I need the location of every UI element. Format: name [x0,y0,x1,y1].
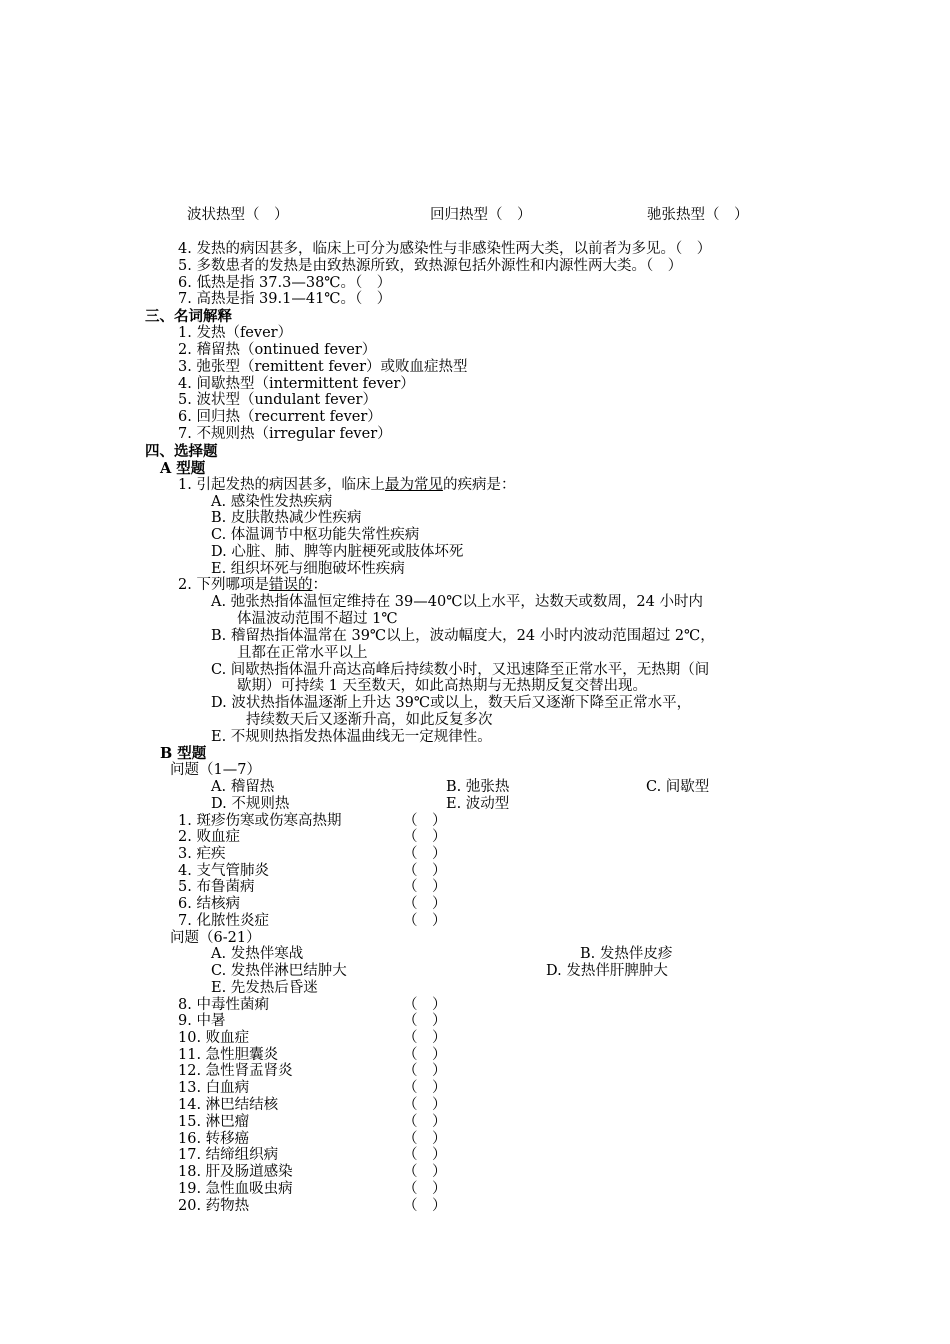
group-1-option-c: C. 间歇型 [646,779,710,795]
question-2-emphasis: 错误的 [268,577,313,593]
g2-item-19: 19. 急性血吸虫病 [178,1181,293,1197]
g2-item-15-blank: （ ） [403,1114,447,1130]
g2-item-13: 13. 白血病 [178,1080,250,1096]
g1-item-6: 6. 结核病 [178,896,240,912]
g1-item-1-blank: （ ） [403,813,447,829]
g1-item-1: 1. 斑疹伤寒或伤寒高热期 [178,813,342,829]
g1-item-5-blank: （ ） [403,879,447,895]
group-2-option-d: D. 发热伴肝脾肿大 [546,963,668,979]
q1-option-a: A. 感染性发热疾病 [211,494,333,510]
q1-option-c: C. 体温调节中枢功能失常性疾病 [211,527,420,543]
group-2-option-b: B. 发热伴皮疹 [580,946,673,962]
g2-item-9-blank: （ ） [403,1013,447,1029]
g1-item-7-blank: （ ） [403,913,447,929]
group-2-option-e: E. 先发热后昏迷 [211,980,318,996]
g2-item-20-blank: （ ） [403,1198,447,1214]
q2-option-c-cont: 歇期）可持续 1 天至数天，如此高热期与无热期反复交替出现。 [237,678,647,694]
g2-item-14-blank: （ ） [403,1097,447,1113]
term-3: 3. 弛张型（remittent fever）或败血症热型 [178,359,468,375]
g1-item-3: 3. 疟疾 [178,846,226,862]
g2-item-18-blank: （ ） [403,1164,447,1180]
g2-item-12-blank: （ ） [403,1063,447,1079]
q1-option-e: E. 组织坏死与细胞破坏性疾病 [211,561,405,577]
group-1-title: 问题（1—7） [170,762,261,778]
g1-item-6-blank: （ ） [403,896,447,912]
q2-option-e: E. 不规则热指发热体温曲线无一定规律性。 [211,729,492,745]
group-1-option-d: D. 不规则热 [211,796,290,812]
g2-item-16-blank: （ ） [403,1131,447,1147]
g1-item-7: 7. 化脓性炎症 [178,913,269,929]
q2-option-a: A. 弛张热指体温恒定维持在 39—40℃以上水平，达数天或数周，24 小时内 [211,594,703,610]
q2-option-b-cont: 且都在正常水平以上 [237,645,368,661]
g2-item-12: 12. 急性肾盂肾炎 [178,1063,293,1079]
group-1-option-a: A. 稽留热 [211,779,275,795]
term-1: 1. 发热（fever） [178,325,293,341]
q2-option-b: B. 稽留热指体温常在 39℃以上，波动幅度大，24 小时内波动范围超过 2℃， [211,628,715,644]
tf-item-6: 6. 低热是指 37.3—38℃。（ ） [178,275,392,291]
group-2-option-a: A. 发热伴寒战 [211,946,304,962]
question-1-suffix: 的疾病是： [442,477,516,493]
g2-item-10-blank: （ ） [403,1030,447,1046]
tf-item-4: 4. 发热的病因甚多，临床上可分为感染性与非感染性两大类，以前者为多见。（ ） [178,241,712,257]
fever-type-recurrent: 回归热型（ ） [430,207,532,223]
q2-option-a-cont: 体温波动范围不超过 1℃ [237,611,398,627]
g2-item-9: 9. 中暑 [178,1013,226,1029]
g2-item-8: 8. 中毒性菌痢 [178,997,269,1013]
g2-item-11-blank: （ ） [403,1047,447,1063]
question-2-prefix: 2. 下列哪项是 [178,577,269,593]
g1-item-4-blank: （ ） [403,863,447,879]
group-1-option-b: B. 弛张热 [446,779,510,795]
g1-item-5: 5. 布鲁菌病 [178,879,255,895]
g2-item-14: 14. 淋巴结结核 [178,1097,279,1113]
group-2-option-c: C. 发热伴淋巴结肿大 [211,963,347,979]
question-2-suffix: ： [312,577,327,593]
group-1-option-e: E. 波动型 [446,796,510,812]
group-2-title: 问题（6-21） [170,930,261,946]
g2-item-16: 16. 转移癌 [178,1131,250,1147]
g2-item-13-blank: （ ） [403,1080,447,1096]
q2-option-d-cont: 持续数天后又逐渐升高，如此反复多次 [246,712,493,728]
g2-item-17-blank: （ ） [403,1147,447,1163]
term-6: 6. 回归热（recurrent fever） [178,409,382,425]
term-7: 7. 不规则热（irregular fever） [178,426,392,442]
q2-option-d: D. 波状热指体温逐渐上升达 39℃或以上，数天后又逐渐下降至正常水平， [211,695,692,711]
tf-item-7: 7. 高热是指 39.1—41℃。（ ） [178,291,392,307]
q2-option-c: C. 间歇热指体温升高达高峰后持续数小时，又迅速降至正常水平，无热期（间 [211,662,710,678]
tf-item-5: 5. 多数患者的发热是由致热源所致，致热源包括外源性和内源性两大类。（ ） [178,258,683,274]
question-1 [178,477,515,494]
g2-item-19-blank: （ ） [403,1181,447,1197]
b-type-heading: B 型题 [160,745,207,762]
question-1-emphasis: 最为常见 [384,477,443,493]
g2-item-20: 20. 药物热 [178,1198,250,1214]
term-5: 5. 波状型（undulant fever） [178,392,377,408]
g2-item-11: 11. 急性胆囊炎 [178,1047,279,1063]
q1-option-d: D. 心脏、肺、脾等内脏梗死或肢体坏死 [211,544,464,560]
g2-item-18: 18. 肝及肠道感染 [178,1164,293,1180]
term-2: 2. 稽留热（ontinued fever） [178,342,377,358]
question-1-prefix: 1. 引起发热的病因甚多，临床上 [178,477,385,493]
q1-option-b: B. 皮肤散热减少性疾病 [211,510,362,526]
g2-item-17: 17. 结缔组织病 [178,1147,279,1163]
g2-item-8-blank: （ ） [403,997,447,1013]
term-4: 4. 间歇热型（intermittent fever） [178,376,415,392]
fever-type-undulant: 波状热型（ ） [187,207,289,223]
g1-item-2-blank: （ ） [403,829,447,845]
g1-item-3-blank: （ ） [403,846,447,862]
a-type-heading: A 型题 [160,460,206,477]
g2-item-10: 10. 败血症 [178,1030,250,1046]
fever-type-remittent: 驰张热型（ ） [647,207,749,223]
g1-item-4: 4. 支气管肺炎 [178,863,269,879]
question-2 [178,577,327,594]
g1-item-2: 2. 败血症 [178,829,240,845]
section-4-heading: 四、选择题 [145,443,218,460]
g2-item-15: 15. 淋巴瘤 [178,1114,250,1130]
section-3-heading: 三、名词解释 [145,308,232,325]
